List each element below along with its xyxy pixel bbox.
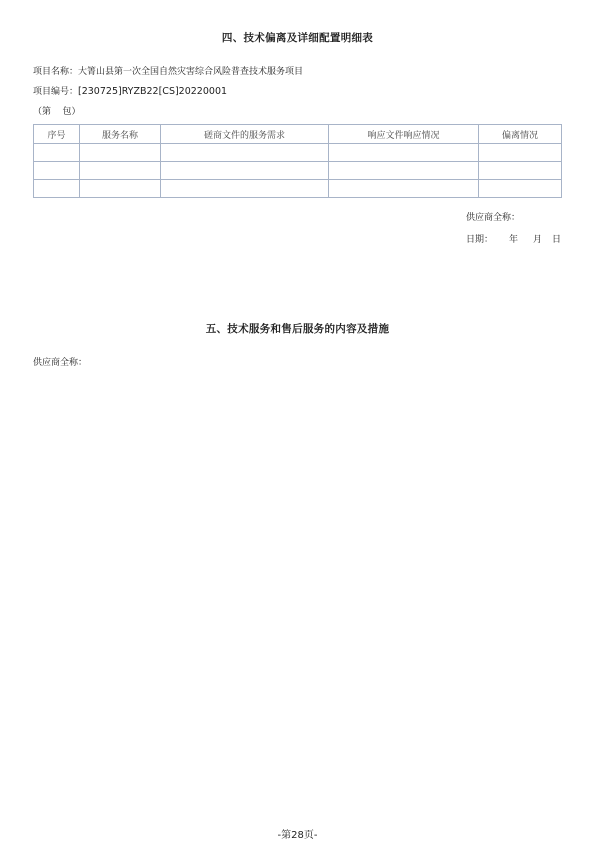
- supplier-name-label: 供应商全称：: [466, 213, 521, 223]
- date-month: 月: [533, 235, 543, 245]
- section4-title: 四、技术偏离及详细配置明细表: [221, 32, 374, 44]
- table-cell: [80, 180, 161, 198]
- project-name-value: 大箐山县第一次全国自然灾害综合风险普查技术服务项目: [78, 67, 304, 77]
- table-cell: [161, 180, 329, 198]
- column-header-requirement: 磋商文件的服务需求: [161, 125, 329, 144]
- project-number-line: [33, 84, 227, 97]
- table-cell: [161, 144, 329, 162]
- table-header-row: [34, 125, 562, 144]
- column-header-service-name: 服务名称: [80, 125, 161, 144]
- table-row: [34, 144, 562, 162]
- table-cell: [80, 162, 161, 180]
- project-number-label: 项目编号：: [33, 87, 79, 97]
- column-header-response: 响应文件响应情况: [329, 125, 479, 144]
- column-header-index: 序号: [34, 125, 80, 144]
- table-cell: [34, 162, 80, 180]
- page-number: -第28页-: [277, 830, 318, 841]
- table-row: [34, 180, 562, 198]
- date-label: 日期：: [466, 235, 494, 245]
- package-label: （第 包）: [33, 107, 81, 117]
- date-day: 日: [552, 235, 562, 245]
- table-cell: [479, 180, 562, 198]
- date-line: [466, 232, 562, 245]
- table-cell: [161, 162, 329, 180]
- date-year: 年: [509, 235, 519, 245]
- table-cell: [329, 180, 479, 198]
- table-cell: [80, 144, 161, 162]
- project-number-value: [230725]RYZB22[CS]20220001: [78, 86, 228, 97]
- table-cell: [34, 144, 80, 162]
- table-cell: [479, 144, 562, 162]
- table-cell: [34, 180, 80, 198]
- table-row: [34, 162, 562, 180]
- table-cell: [329, 144, 479, 162]
- deviation-table: [33, 124, 562, 198]
- project-name-label: 项目名称：: [33, 67, 79, 77]
- table-cell: [479, 162, 562, 180]
- table-cell: [329, 162, 479, 180]
- project-name-line: [33, 64, 303, 77]
- column-header-deviation: 偏离情况: [479, 125, 562, 144]
- section5-title: 五、技术服务和售后服务的内容及措施: [205, 323, 390, 335]
- section5-supplier-label: 供应商全称：: [33, 358, 88, 368]
